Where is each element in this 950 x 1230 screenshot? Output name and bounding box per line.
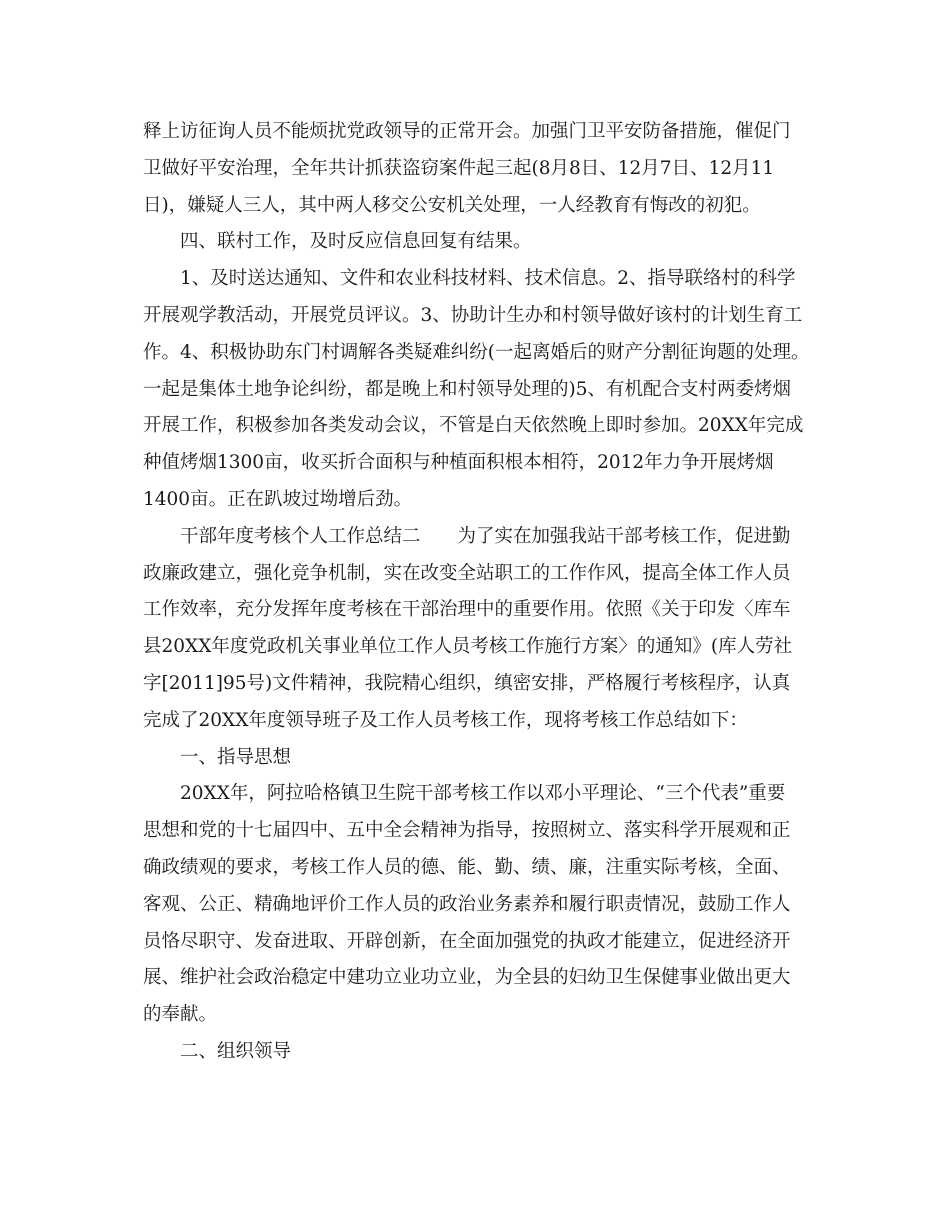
- text-line: 日)，嫌疑人三人，其中两人移交公安机关处理，一人经教育有悔改的初犯。: [143, 194, 761, 216]
- text-line: 1、及时送达通知、文件和农业科技材料、技术信息。2、指导联络村的科学: [180, 268, 796, 290]
- text-line: 作。4、积极协助东门村调解各类疑难纠纷(一起离婚后的财产分割征询题的处理。: [143, 341, 810, 363]
- text-line: 释上访征询人员不能烦扰党政领导的正常开会。加强门卫平安防备措施，催促门: [143, 121, 791, 142]
- text-line: 种值烤烟1300亩，收买折合面积与种植面积根本相符，2012年力争开展烤烟: [143, 452, 774, 474]
- document-body: [143, 114, 815, 1071]
- text-line: 的奉献。: [143, 1004, 218, 1026]
- section-heading: 二、组织领导: [180, 1040, 292, 1062]
- text-line: 卫做好平安治理，全年共计抓获盗窃案件起三起(8月8日、12月7日、12月11: [143, 157, 775, 179]
- text-line: 开展工作，积极参加各类发动会议，不管是白天依然晚上即时参加。20XX年完成: [143, 415, 804, 437]
- section-heading: 四、联村工作，及时反应信息回复有结果。: [180, 231, 532, 253]
- text-line: 思想和党的十七届四中、五中全会精神为指导，按照树立、落实科学开展观和正: [143, 820, 791, 842]
- text-line: 县20XX年度党政机关事业单位工作人员考核工作施行方案〉的通知》(库人劳社: [143, 636, 793, 658]
- text-line: 确政绩观的要求，考核工作人员的德、能、勤、绩、廉，注重实际考核，全面、: [143, 856, 791, 878]
- section-heading: 一、指导思想: [180, 746, 292, 768]
- text-line: 干部年度考核个人工作总结二 为了实在加强我站干部考核工作，促进勤: [180, 525, 791, 547]
- text-line: 完成了20XX年度领导班子及工作人员考核工作，现将考核工作总结如下：: [143, 709, 748, 731]
- text-line: 展、维护社会政治稳定中建功立业功立业，为全县的妇幼卫生保健事业做出更大: [143, 967, 791, 989]
- text-line: 政廉政建立，强化竞争机制，实在改变全站职工的工作作风，提高全体工作人员: [143, 562, 791, 584]
- text-line: 工作效率，充分发挥年度考核在干部治理中的重要作用。依照《关于印发〈库车: [143, 599, 791, 621]
- text-line: 1400亩。正在趴坡过坳增后劲。: [143, 488, 413, 510]
- text-line: 开展观学教活动，开展党员评议。3、协助计生办和村领导做好该村的计划生育工: [143, 304, 803, 326]
- text-line: 20XX年，阿拉哈格镇卫生院干部考核工作以邓小平理论、“三个代表”重要: [180, 783, 786, 805]
- text-line: 一起是集体土地争论纠纷，都是晚上和村领导处理的)5、有机配合支村两委烤烟: [143, 378, 791, 400]
- text-line: 客观、公正、精确地评价工作人员的政治业务素养和履行职责情况，鼓励工作人: [143, 893, 791, 915]
- text-line: 员恪尽职守、发奋进取、开辟创新，在全面加强党的执政才能建立，促进经济开: [143, 930, 791, 952]
- text-line: 字[2011]95号)文件精神，我院精心组织，缜密安排，严格履行考核程序，认真: [143, 672, 791, 694]
